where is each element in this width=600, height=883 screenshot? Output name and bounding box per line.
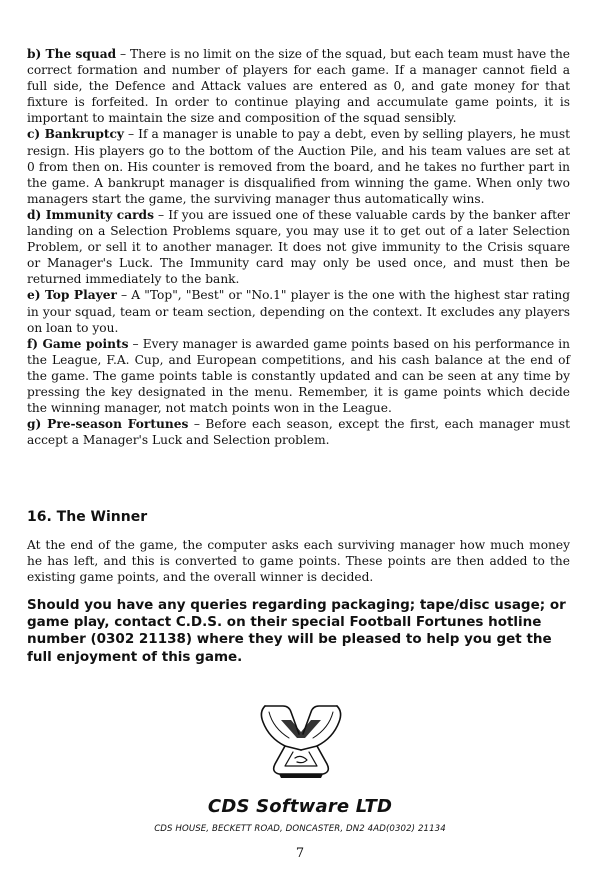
company-address: CDS HOUSE, BECKETT ROAD, DONCASTER, DN2 4AD(0302) 21134: [154, 824, 446, 834]
company-name: CDS Software LTD: [207, 796, 393, 817]
winner-paragraph: At the end of the game, the computer asks each surviving manager how much money he has left, and this is converted to game points. These points are then added to the existing game points, and the overall winner is decided.: [27, 538, 570, 585]
rule-label: d) Immunity cards: [27, 207, 154, 222]
rule-label: c) Bankruptcy: [27, 127, 125, 142]
rule-text: – A "Top", "Best" or "No.1" player is the one with the highest star rating in your squad, team or team section, depending on the context. It excludes any players on loan to you.: [27, 288, 571, 335]
rule-label: g) Pre-season Fortunes: [27, 417, 189, 432]
rule-text: – If a manager is unable to pay a debt, even by selling players, he must resign. His players go to the bottom of the Auction Pile, and his team values are set at 0 from then on. His counter is removed from the board, and he takes no further part in the game. A bankrupt manager is disqualified from winning the game. When only two managers start the game, the surviving manager thus automatically wins.: [27, 127, 570, 206]
hotline-notice: Should you have any queries regarding packaging; tape/disc usage; or game play, contact C.D.S. on their special Football Fortunes hotline number (0302 21138) where they will be pleased to help you get the full enjoyment of this game.: [27, 597, 566, 665]
rule-item-top-player: [27, 287, 570, 335]
rule-label: f) Game points: [27, 336, 129, 351]
rules-list: [27, 46, 570, 448]
rule-item-bankruptcy: [27, 126, 570, 206]
rule-item-immunity-cards: [27, 207, 570, 287]
section-heading-winner: 16. The Winner: [27, 509, 148, 525]
rule-label: b) The squad: [27, 47, 117, 61]
cds-logo-icon: [255, 698, 347, 784]
rule-text: – Every manager is awarded game points based on his performance in the League, F.A. Cup, and European competitions, and his cash balance at the end of the game. The game points table is constantly updated and can be seen at any time by pressing the key designated in the menu. Remember, it is game points which decide the winning manager, not match points won in the League.: [27, 336, 570, 416]
rule-text: – If you are issued one of these valuable cards by the banker after landing on a Selection Problems square, you may use it to get out of a later Selection Problem, or sell it to another manager. It does not give immunity to the Crisis square or Manager's Luck. The Immunity card may only be used once, and must then be returned immediately to the bank.: [27, 207, 571, 287]
page-number: 7: [295, 846, 305, 861]
rule-item-squad: [27, 46, 570, 126]
rule-text: – There is no limit on the size of the squad, but each team must have the correct formation and number of players for each game. If a manager cannot field a full side, the Defence and Attack values are entered as 0, and gate money for that fixture is forfeited. In order to continue playing and accumulate game points, it is important to maintain the size and composition of the squad sensibly.: [27, 47, 571, 126]
rule-text: – Before each season, except the first, each manager must accept a Manager's Luck and Selection problem.: [27, 417, 570, 448]
rule-label: e) Top Player: [27, 288, 117, 303]
rule-item-game-points: [27, 336, 570, 416]
rule-item-pre-season-fortunes: [27, 416, 570, 448]
